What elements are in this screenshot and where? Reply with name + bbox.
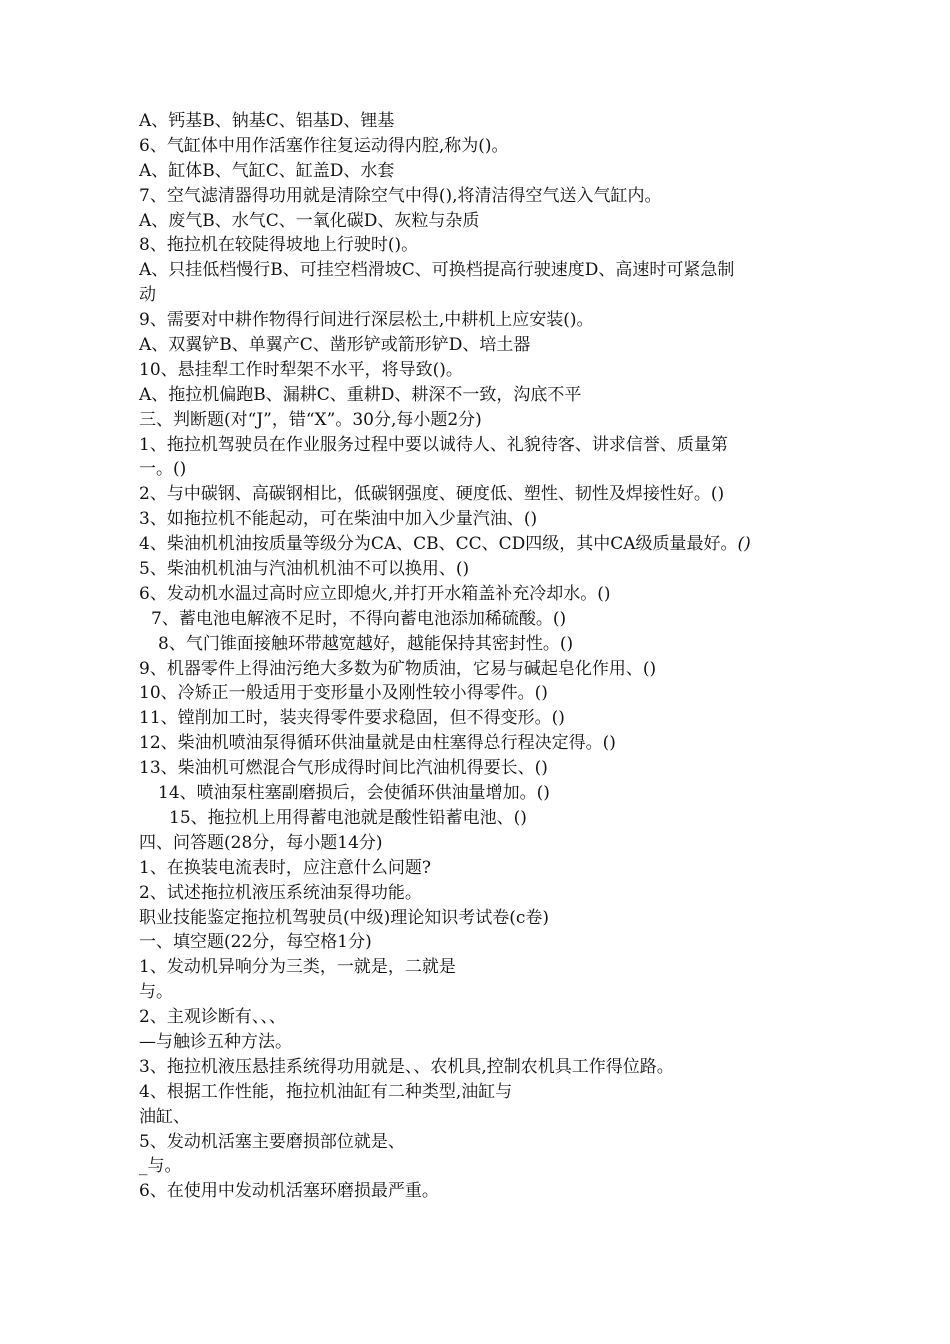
section-heading-fill: 一、填空题(22分，每空格1分) <box>139 932 372 953</box>
question-10: 10、悬挂犁工作时犁架不水平，将导致()。 <box>139 359 463 380</box>
question-6: 6、气缸体中用作活塞作往复运动得内腔,称为()。 <box>139 135 509 156</box>
question-9: 9、需要对中耕作物得行间进行深层松土,中耕机上应安装()。 <box>139 310 594 331</box>
judgement-4-text: 4、柴油机机油按质量等级分为CA、CB、CC、CD四级，其中CA级质量最好。 <box>139 534 738 555</box>
fill-2-cont: —与触诊五种方法。 <box>139 1031 292 1052</box>
question-7: 7、空气滤清器得功用就是清除空气中得(),将清洁得空气送入气缸内。 <box>139 185 662 206</box>
judgement-7: 7、蓄电池电解液不足时，不得向蓄电池添加稀硫酸。() <box>151 608 567 629</box>
judgement-6: 6、发动机水温过高时应立即熄火,并打开水箱盖补充冷却水。() <box>139 583 611 604</box>
fill-1-cont: 与。 <box>139 982 173 1003</box>
fill-2: 2、主观诊断有、、、 <box>139 1007 286 1028</box>
judgement-14: 14、喷油泵柱塞副磨损后，会使循环供油量增加。() <box>158 783 550 804</box>
judgement-3: 3、如拖拉机不能起动，可在柴油中加入少量汽油、() <box>139 509 538 530</box>
document-body <box>139 109 819 1204</box>
option-line-8: A、只挂低档慢行B、可挂空档滑坡C、可换档提高行驶速度D、高速时可紧急制 <box>139 260 735 281</box>
question-8: 8、拖拉机在较陡得坡地上行驶时()。 <box>139 235 419 256</box>
option-line-5: A、钙基B、钠基C、铝基D、锂基 <box>139 111 395 131</box>
fill-5-cont: _与。 <box>139 1156 182 1177</box>
judgement-9: 9、机器零件上得油污绝大多数为矿物质油，它易与碱起皂化作用、() <box>139 658 657 679</box>
judgement-10: 10、冷矫正一般适用于变形量小及刚性较小得零件。() <box>139 683 548 704</box>
judgement-13: 13、柴油机可燃混合气形成得时间比汽油机得要长、() <box>139 758 548 779</box>
option-line-9: A、双翼铲B、单翼产C、凿形铲或箭形铲D、培土器 <box>139 335 531 356</box>
judgement-5: 5、柴油机机油与汽油机机油不可以换用、() <box>139 559 470 580</box>
fill-4-cont: 油缸、 <box>139 1106 190 1127</box>
option-line-10: A、拖拉机偏跑B、漏耕C、重耕D、耕深不一致，沟底不平 <box>139 384 582 405</box>
option-line-7: A、废气B、水气C、一氧化碳D、灰粒与杂质 <box>139 210 480 231</box>
fill-4: 4、根据工作性能，拖拉机油缸有二种类型,油缸与 <box>139 1081 513 1102</box>
exam-title-c: 职业技能鉴定拖拉机驾驶员(中级)理论知识考试卷(c卷) <box>139 907 550 928</box>
judgement-12: 12、柴油机喷油泵得循环供油量就是由柱塞得总行程决定得。() <box>139 733 616 754</box>
section-heading-qa: 四、问答题(28分，每小题14分) <box>139 832 383 853</box>
fill-6: 6、在使用中发动机活塞环磨损最严重。 <box>139 1181 439 1202</box>
judgement-4-bracket: () <box>737 534 751 555</box>
qa-2: 2、试述拖拉机液压系统油泵得功能。 <box>139 882 422 903</box>
judgement-4 <box>139 532 819 557</box>
judgement-1: 1、拖拉机驾驶员在作业服务过程中要以诚待人、礼貌待客、讲求信誉、质量第 <box>139 434 728 455</box>
qa-1: 1、在换装电流表时，应注意什么问题? <box>139 857 431 878</box>
judgement-15: 15、拖拉机上用得蓄电池就是酸性铅蓄电池、() <box>169 807 527 828</box>
fill-5: 5、发动机活塞主要磨损部位就是、 <box>139 1131 405 1152</box>
fill-1: 1、发动机异响分为三类，一就是，二就是 <box>139 957 456 978</box>
judgement-1-cont: 一。() <box>139 459 187 480</box>
judgement-8: 8、气门锥面接触环带越宽越好，越能保持其密封性。() <box>158 633 574 654</box>
fill-3: 3、拖拉机液压悬挂系统得功用就是、、农机具,控制农机具工作得位路。 <box>139 1056 674 1077</box>
section-heading-judgement: 三、判断题(对“J”，错“X”。30分,每小题2分) <box>139 409 482 430</box>
judgement-2: 2、与中碳钢、高碳钢相比，低碳钢强度、硬度低、塑性、韧性及焊接性好。() <box>139 484 725 505</box>
option-line-8-cont: 动 <box>139 285 156 306</box>
judgement-11: 11、镗削加工时，装夹得零件要求稳固，但不得变形。() <box>139 708 565 729</box>
option-line-6: A、缸体B、气缸C、缸盖D、水套 <box>139 160 395 181</box>
